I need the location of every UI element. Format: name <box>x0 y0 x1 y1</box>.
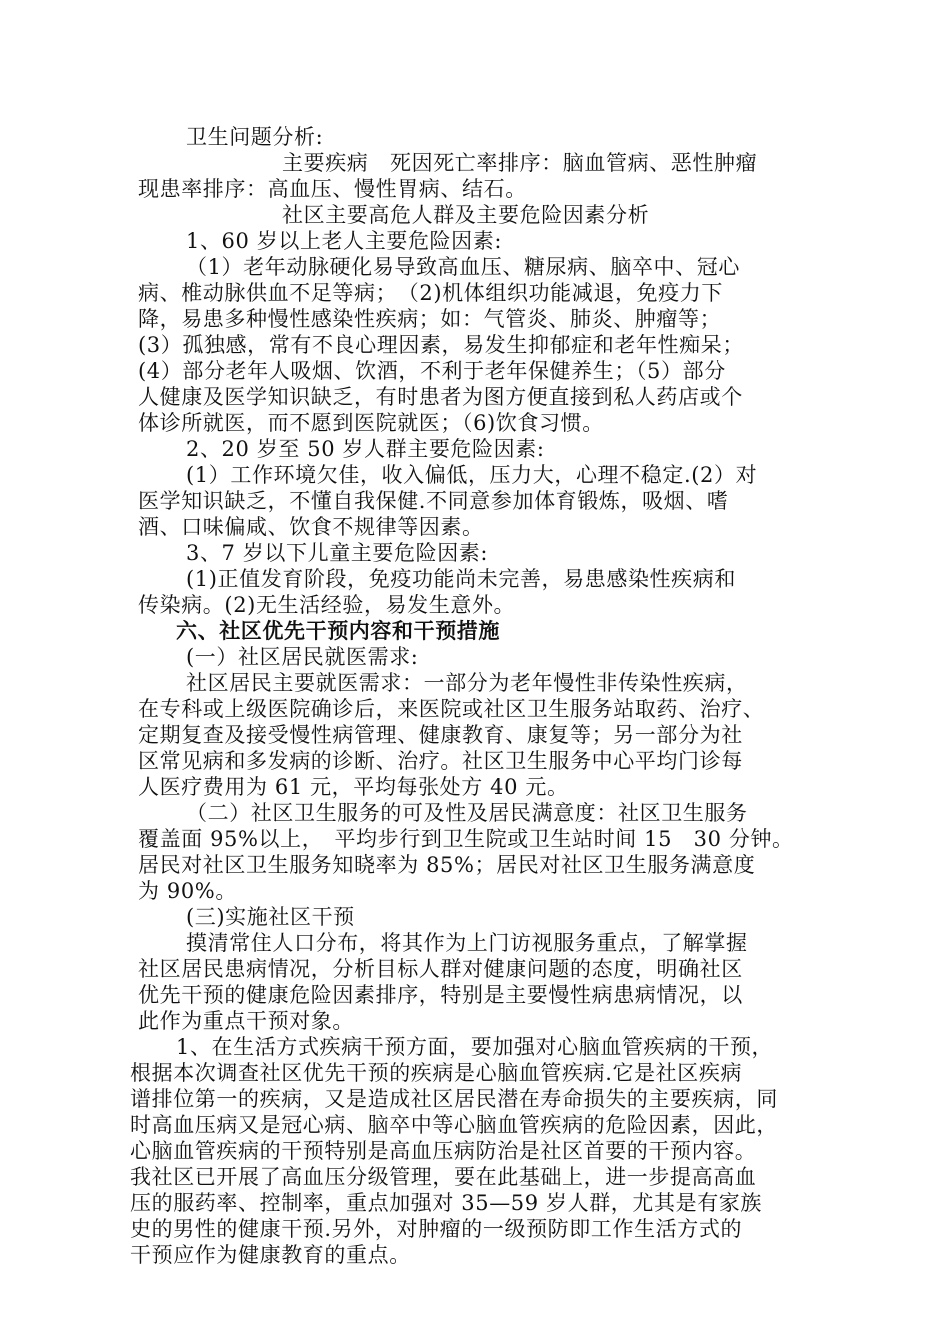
text-line: 1、在生活方式疾病干预方面，要加强对心脑血管疾病的干预， <box>176 1035 774 1059</box>
text-line: （二）社区卫生服务的可及性及居民满意度：社区卫生服务 <box>186 801 748 825</box>
text-line: 人健康及医学知识缺乏，有时患者为图方便直接到私人药店或个 <box>138 385 743 409</box>
text-line: 人医疗费用为 61 元，平均每张处方 40 元。 <box>138 775 569 799</box>
text-line: 主要疾病 死因死亡率排序：脑血管病、恶性肿瘤 <box>282 151 758 175</box>
text-line: （1）老年动脉硬化易导致高血压、糖尿病、脑卒中、冠心 <box>186 255 740 279</box>
text-line: 史的男性的健康干预.另外，对肿瘤的一级预防即工作生活方式的 <box>130 1217 743 1241</box>
text-line: 现患率排序：高血压、慢性胃病、结石。 <box>138 177 527 201</box>
text-line: 社区居民主要就医需求：一部分为老年慢性非传染性疾病， <box>186 671 748 695</box>
text-line: 我社区已开展了高血压分级管理，要在此基础上，进一步提高高血 <box>130 1165 757 1189</box>
text-line: (1)正值发育阶段，免疫功能尚未完善，易患感染性疾病和 <box>186 567 736 591</box>
section-heading: 六、社区优先干预内容和干预措施 <box>176 618 500 643</box>
text-line: 摸清常住人口分布，将其作为上门访视服务重点，了解掌握 <box>186 931 748 955</box>
text-line: 优先干预的健康危险因素排序，特别是主要慢性病患病情况，以 <box>138 983 743 1007</box>
text-line: 压的服药率、控制率，重点加强对 35—59 岁人群，尤其是有家族 <box>130 1191 762 1215</box>
text-line: 降，易患多种慢性感染性疾病；如：气管炎、肺炎、肿瘤等； <box>138 307 722 331</box>
text-line: (1）工作环境欠佳，收入偏低，压力大，心理不稳定.(2）对 <box>186 463 758 487</box>
text-line: 传染病。(2)无生活经验，易发生意外。 <box>138 593 516 617</box>
text-line: 居民对社区卫生服务知晓率为 85%；居民对社区卫生服务满意度 <box>138 853 756 877</box>
text-line: 1、60 岁以上老人主要危险因素: <box>186 229 503 253</box>
text-line: 定期复查及接受慢性病管理、健康教育、康复等；另一部分为社 <box>138 723 743 747</box>
text-line: (一）社区居民就医需求: <box>186 645 419 669</box>
text-line: 为 90%。 <box>138 879 237 903</box>
text-line: 2、20 岁至 50 岁人群主要危险因素: <box>186 437 545 461</box>
text-line: 社区居民患病情况，分析目标人群对健康问题的态度，明确社区 <box>138 957 743 981</box>
text-line: 根据本次调查社区优先干预的疾病是心脑血管疾病.它是社区疾病 <box>130 1061 743 1085</box>
text-line: 病、椎动脉供血不足等病； （2)机体组织功能减退，免疫力下 <box>138 281 723 305</box>
text-line: (4）部分老年人吸烟、饮酒，不利于老年保健养生；（5）部分 <box>138 359 726 383</box>
text-line: 心脑血管疾病的干预特别是高血压病防治是社区首要的干预内容。 <box>130 1139 757 1163</box>
text-line: 覆盖面 95%以上， 平均步行到卫生院或卫生站时间 15 30 分钟。 <box>138 827 794 851</box>
text-line: (三)实施社区干预 <box>186 905 355 929</box>
text-line: 干预应作为健康教育的重点。 <box>130 1243 411 1267</box>
text-line: (3）孤独感，常有不良心理因素，易发生抑郁症和老年性痴呆； <box>138 333 744 357</box>
text-line: 卫生问题分析: <box>186 125 324 149</box>
text-line: 此作为重点干预对象。 <box>138 1009 354 1033</box>
text-line: 时高血压病又是冠心病、脑卒中等心脑血管疾病的危险因素，因此， <box>130 1113 778 1137</box>
text-line: 区常见病和多发病的诊断、治疗。社区卫生服务中心平均门诊每 <box>138 749 743 773</box>
text-line: 3、7 岁以下儿童主要危险因素: <box>186 541 489 565</box>
text-line: 在专科或上级医院确诊后，来医院或社区卫生服务站取药、治疗、 <box>138 697 765 721</box>
text-line: 谱排位第一的疾病，又是造成社区居民潜在寿命损失的主要疾病，同 <box>130 1087 778 1111</box>
text-line: 体诊所就医，而不愿到医院就医；（6)饮食习惯。 <box>138 411 604 435</box>
text-line: 社区主要高危人群及主要危险因素分析 <box>282 203 650 227</box>
text-line: 医学知识缺乏，不懂自我保健.不同意参加体育锻炼，吸烟、嗜 <box>138 489 729 513</box>
text-line: 酒、口味偏咸、饮食不规律等因素。 <box>138 515 484 539</box>
